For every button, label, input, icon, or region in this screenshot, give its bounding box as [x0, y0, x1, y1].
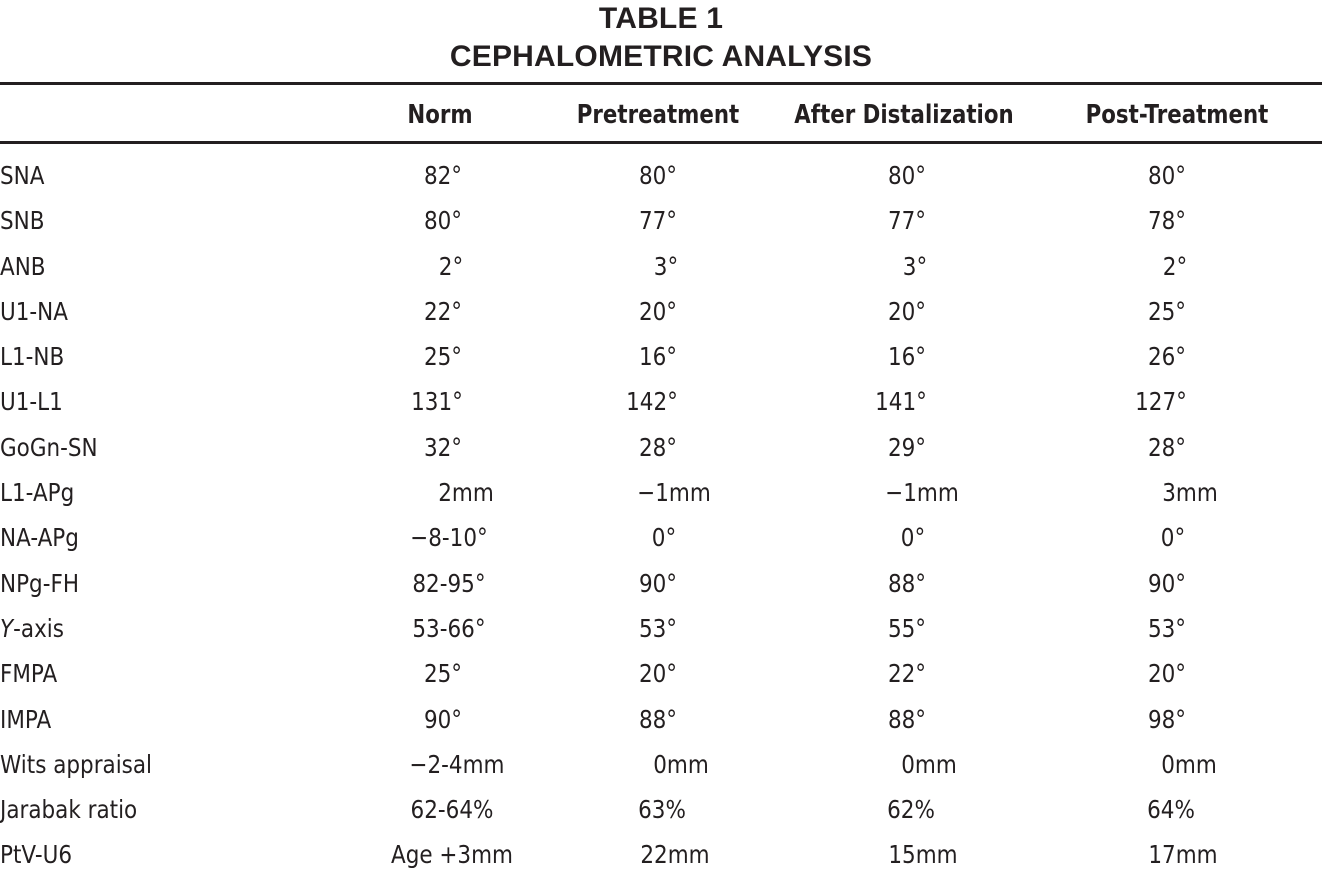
cell-norm: 62-64% — [410, 795, 494, 825]
cell-pretreatment: 53° — [638, 613, 678, 643]
cell-pretreatment: 0mm — [653, 749, 709, 779]
cell-post-treatment: 127° — [1135, 387, 1187, 417]
cell-pretreatment: 3° — [653, 251, 679, 281]
cell-pretreatment: 20° — [638, 659, 678, 689]
table-number: TABLE 1 — [598, 2, 724, 35]
cell-post-treatment: 53° — [1147, 613, 1187, 643]
table-row — [0, 379, 1322, 424]
cell-norm: 82° — [423, 161, 463, 190]
cell-pretreatment: 16° — [638, 342, 678, 372]
row-label: FMPA — [0, 659, 58, 689]
cell-pretreatment: 142° — [626, 387, 678, 417]
row-label: Jarabak ratio — [0, 795, 138, 825]
table-row — [0, 289, 1322, 334]
table-row — [0, 697, 1322, 742]
cell-post-treatment: 3mm — [1162, 478, 1218, 508]
cell-pretreatment: −1mm — [637, 478, 711, 508]
table-row — [0, 198, 1322, 243]
cell-post-treatment: 26° — [1147, 342, 1187, 372]
row-label: NA-APg — [0, 523, 79, 553]
cell-norm: −2-4mm — [409, 749, 505, 779]
cell-norm: 53-66° — [412, 613, 486, 643]
table-caption: CEPHALOMETRIC ANALYSIS — [449, 40, 873, 73]
cell-norm: 2° — [438, 251, 464, 281]
row-label: IMPA — [0, 704, 52, 734]
table-row — [0, 742, 1322, 787]
row-label: NPg-FH — [0, 568, 79, 598]
cell-post-treatment: 78° — [1147, 206, 1187, 236]
row-label: L1-NB — [0, 342, 65, 372]
cell-norm: 25° — [423, 342, 463, 372]
cell-post-treatment: 0mm — [1161, 749, 1217, 779]
cell-post-treatment: 17mm — [1148, 840, 1218, 870]
cell-pretreatment: 77° — [638, 206, 678, 236]
row-label — [0, 606, 64, 651]
cell-norm: 22° — [423, 296, 463, 326]
row-label: ANB — [0, 251, 46, 281]
cell-post-treatment: 64% — [1147, 795, 1195, 825]
cell-norm: 131° — [411, 387, 463, 417]
table-title — [0, 0, 1322, 76]
row-label-rest: -axis — [13, 613, 64, 643]
table-row — [0, 153, 1322, 198]
cell-post-treatment: 20° — [1147, 659, 1187, 689]
top-rule — [0, 82, 1322, 85]
cell-pretreatment: 80° — [638, 161, 678, 190]
column-header-post-treatment: Post-Treatment — [1085, 100, 1269, 130]
cell-pretreatment: 22mm — [640, 840, 710, 870]
cell-norm: 90° — [423, 704, 463, 734]
column-header-pretreatment: Pretreatment — [576, 100, 740, 130]
cell-after-distalization: 55° — [887, 613, 927, 643]
header-rule — [0, 141, 1322, 144]
cell-pretreatment: 20° — [638, 296, 678, 326]
cell-after-distalization: 15mm — [888, 840, 958, 870]
cell-after-distalization: 20° — [887, 296, 927, 326]
cell-norm: 82-95° — [412, 568, 486, 598]
table-row — [0, 334, 1322, 379]
table-row — [0, 244, 1322, 289]
cell-pretreatment: 0° — [651, 523, 677, 553]
cell-pretreatment: 28° — [638, 432, 678, 462]
cell-after-distalization: 0° — [900, 523, 926, 553]
row-label: SNA — [0, 161, 45, 190]
cell-norm: −8-10° — [410, 523, 488, 553]
cell-post-treatment: 2° — [1162, 251, 1188, 281]
table-row — [0, 425, 1322, 470]
table-row — [0, 561, 1322, 606]
cell-post-treatment: 25° — [1147, 296, 1187, 326]
row-label: SNB — [0, 206, 45, 236]
cell-post-treatment: 28° — [1147, 432, 1187, 462]
table-row — [0, 606, 1322, 651]
row-label: Wits appraisal — [0, 749, 153, 779]
cell-norm: 32° — [423, 432, 463, 462]
row-label: PtV-U6 — [0, 840, 73, 870]
row-label: U1-L1 — [0, 387, 63, 417]
cell-post-treatment: 0° — [1160, 523, 1186, 553]
cell-post-treatment: 80° — [1147, 161, 1187, 190]
cell-norm: Age +3mm — [390, 840, 513, 870]
row-label: GoGn-SN — [0, 432, 98, 462]
cell-norm: 2mm — [438, 478, 494, 508]
cell-norm: 80° — [423, 206, 463, 236]
cell-after-distalization: 141° — [875, 387, 927, 417]
cell-after-distalization: 3° — [902, 251, 928, 281]
column-header-after-distalization: After Distalization — [794, 100, 1014, 130]
cell-after-distalization: 62% — [887, 795, 935, 825]
cell-pretreatment: 88° — [638, 704, 678, 734]
cell-after-distalization: 80° — [887, 161, 927, 190]
table-row — [0, 470, 1322, 515]
cell-after-distalization: −1mm — [885, 478, 959, 508]
row-label: L1-APg — [0, 478, 75, 508]
table-body — [0, 153, 1322, 878]
cell-after-distalization: 29° — [887, 432, 927, 462]
cell-after-distalization: 88° — [887, 568, 927, 598]
row-label-italic: Y — [0, 613, 14, 643]
cell-post-treatment: 98° — [1147, 704, 1187, 734]
table-row — [0, 787, 1322, 832]
table-row — [0, 651, 1322, 696]
table-row — [0, 515, 1322, 560]
cell-after-distalization: 0mm — [901, 749, 957, 779]
cell-after-distalization: 88° — [887, 704, 927, 734]
table-header-row — [0, 95, 1322, 135]
table-row — [0, 832, 1322, 877]
row-label: U1-NA — [0, 296, 68, 326]
cell-after-distalization: 77° — [887, 206, 927, 236]
cell-pretreatment: 90° — [638, 568, 678, 598]
column-header-norm: Norm — [407, 100, 473, 130]
cell-after-distalization: 16° — [887, 342, 927, 372]
cell-norm: 25° — [423, 659, 463, 689]
cell-post-treatment: 90° — [1147, 568, 1187, 598]
cell-after-distalization: 22° — [887, 659, 927, 689]
cell-pretreatment: 63% — [638, 795, 686, 825]
